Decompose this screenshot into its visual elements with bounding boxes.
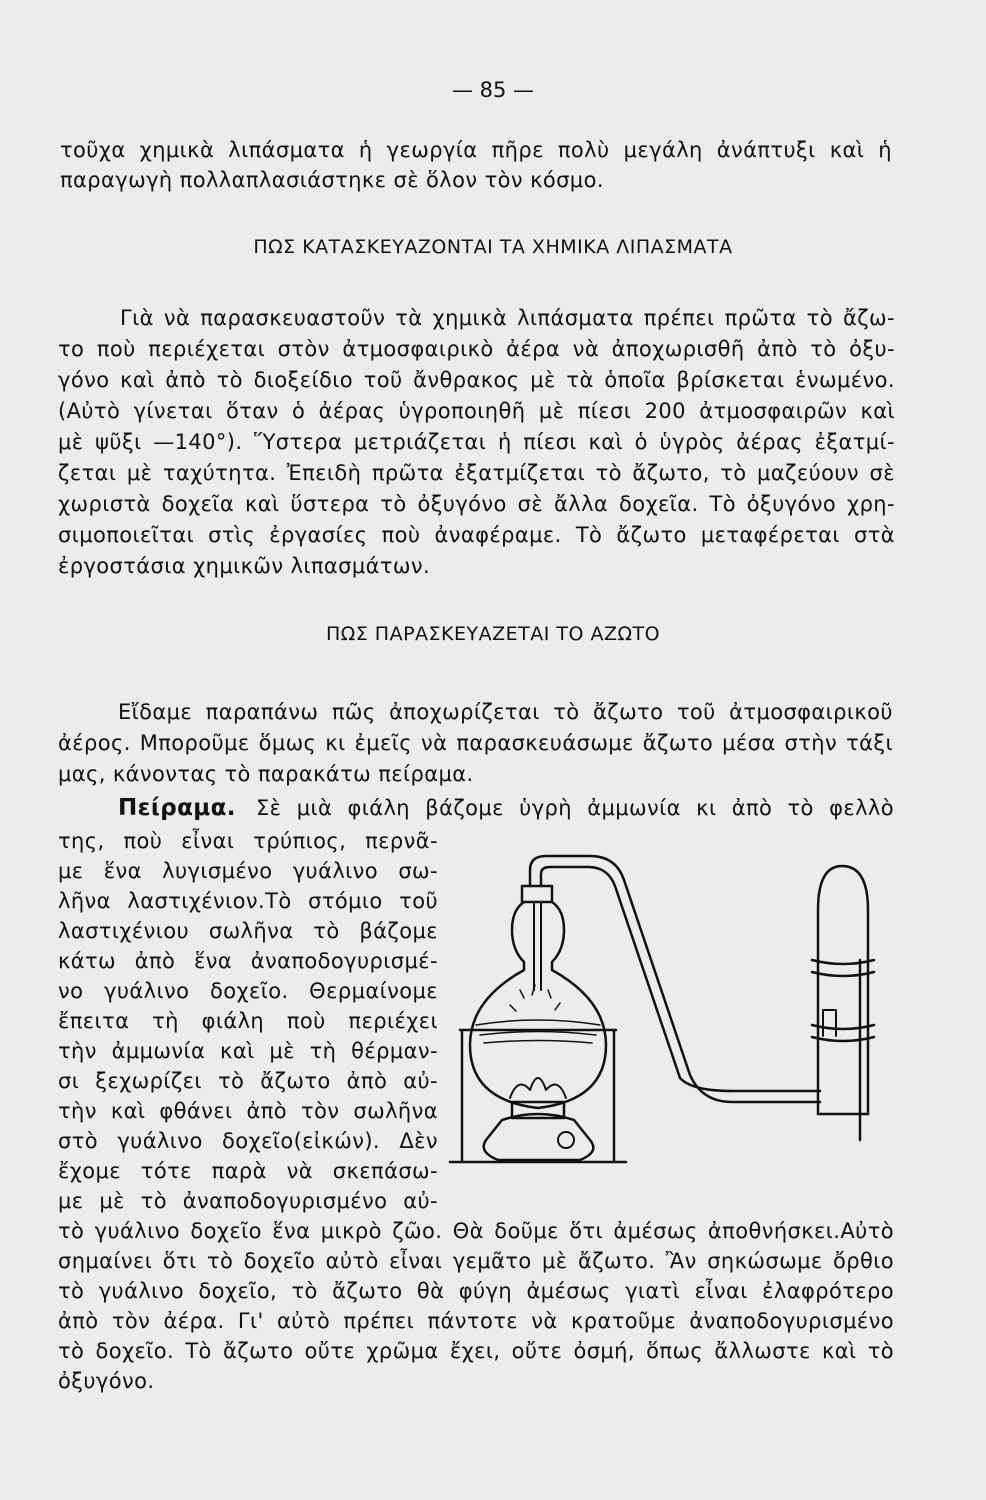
narrow-line-3: λῆνα λαστιχένιον.Τὸ στόμιο τοῦ [58, 889, 438, 913]
final-line-6: ὀξυγόνο. [58, 1369, 155, 1393]
narrow-line-7: ἔπειτα τὴ φιάλη ποὺ περιέχει [58, 1009, 438, 1033]
section1-line-2: το ποὺ περιέχεται στὸν ἀτμοσφαιρικὸ ἀέρα νὰ ἀποχωρισθῆ ἀπὸ τὸ ὀξυ- [58, 337, 895, 361]
narrow-line-10: τὴν καὶ φθάνει ἀπὸ τὸν σωλῆνα [58, 1099, 438, 1123]
narrow-line-9: σι ξεχωρίζει τὸ ἄζωτο ἀπὸ αὐ- [58, 1069, 438, 1093]
final-line-2: σημαίνει ὅτι τὸ δοχεῖο αὐτὸ εἶναι γεμᾶτο μὲ ἄζωτο. Ἂν σηκώσωμε ὄρθιο [58, 1249, 894, 1273]
narrow-line-5: κάτω ἀπὸ ἕνα ἀναποδογυρισμέ- [58, 949, 438, 973]
section1-line-1: Γιὰ νὰ παρασκευαστοῦν τὰ χημικὰ λιπάσματα πρέπει πρῶτα τὸ ἄζω- [120, 306, 895, 330]
narrow-line-8: τὴν ἀμμωνία καὶ μὲ τὴ θέρμαν- [58, 1039, 438, 1063]
intro-line-1: τοῦχα χημικὰ λιπάσματα ἡ γεωργία πῆρε πολὺ μεγάλη ἀνάπτυξι καὶ ἡ [60, 138, 892, 162]
section1-line-9: ἐργοστάσια χημικῶν λιπασμάτων. [58, 554, 431, 578]
section1-line-3: γόνο καὶ ἀπὸ τὸ διοξείδιο τοῦ ἄνθρακος μὲ τὰ ὁποῖα βρίσκεται ἑνωμένο. [58, 368, 895, 392]
experiment-label: Πείραμα. [118, 795, 236, 821]
section1-line-8: σιμοποιεῖται στὶς ἐργασίες ποὺ ἀναφέραμε. Τὸ ἄζωτο μεταφέρεται στὰ [58, 523, 895, 547]
section2-heading: ΠΩΣ ΠΑΡΑΣΚΕΥΑΖΕΤΑΙ ΤΟ ΑΖΩΤΟ [325, 623, 661, 645]
section1-heading: ΠΩΣ ΚΑΤΑΣΚΕΥΑΖΟΝΤΑΙ ΤΑ ΧΗΜΙΚΑ ΛΙΠΑΣΜΑΤΑ [253, 236, 733, 258]
section1-line-7: χωριστὰ δοχεῖα καὶ ὕστερα τὸ ὀξυγόνο σὲ ἄλλα δοχεῖα. Τὸ ὀξυγόνο χρη- [58, 492, 895, 516]
section1-line-6: ζεται μὲ ταχύτητα. Ἐπειδὴ πρῶτα ἐξατμίζεται τὸ ἄζωτο, τὸ μαζεύουν σὲ [58, 461, 895, 485]
experiment-first-line: Σὲ μιὰ φιάλη βάζομε ὑγρὴ ἀμμωνία κι ἀπὸ τὸ φελλὸ [256, 796, 894, 820]
jar-clamp [812, 960, 874, 976]
final-line-4: ἀπὸ τὸν ἀέρα. Γι' αὐτὸ πρέπει πάντοτε νὰ κρατοῦμε ἀναποδογυρισμένο [58, 1309, 894, 1333]
section1-line-4: (Αὐτὸ γίνεται ὅταν ὁ ἀέρας ὑγροποιηθῆ μὲ πίεσι 200 ἀτμοσφαιρῶν καὶ [58, 399, 895, 423]
narrow-line-6: νο γυάλινο δοχεῖο. Θερμαίνομε [58, 979, 438, 1003]
final-line-1: τὸ γυάλινο δοχεῖο ἕνα μικρὸ ζῶο. Θὰ δοῦμε ὅτι ἀμέσως ἀποθνήσκει.Αὐτὸ [58, 1219, 894, 1243]
narrow-line-2: με ἕνα λυγισμένο γυάλινο σω- [58, 859, 438, 883]
section2-line-1: Εἴδαμε παραπάνω πῶς ἀποχωρίζεται τὸ ἄζωτο τοῦ ἀτμοσφαιρικοῦ [118, 700, 893, 724]
narrow-line-13: με μὲ τὸ ἀναποδογυρισμένο αὐ- [58, 1189, 438, 1213]
narrow-line-12: ἔχομε τότε παρὰ νὰ σκεπάσω- [58, 1159, 438, 1183]
apparatus-illustration [440, 840, 900, 1180]
final-line-5: τὸ δοχεῖο. Τὸ ἄζωτο οὔτε χρῶμα ἔχει, οὔτε ὀσμή, ὅπως ἄλλωστε καὶ τὸ [58, 1339, 894, 1363]
section2-line-3: μας, κάνοντας τὸ παρακάτω πείραμα. [58, 762, 474, 786]
ammonia-liquid [476, 1020, 600, 1043]
narrow-line-4: λαστιχένιου σωλῆνα τὸ βάζομε [58, 919, 438, 943]
narrow-line-11: στὸ γυάλινο δοχεῖο(εἰκών). Δὲν [58, 1129, 438, 1153]
intro-line-2: παραγωγὴ πολλαπλασιάστηκε σὲ ὅλον τὸν κόσμο. [60, 168, 604, 192]
page-number: — 85 — [451, 78, 535, 102]
section2-line-2: ἀέρος. Μποροῦμε ὅμως κι ἐμεῖς νὰ παρασκευάσωμε ἄζωτο μέσα στὴν τάξι [58, 731, 893, 755]
flame [510, 1078, 566, 1098]
section1-line-5: μὲ ψῦξι —140°). Ὕστερα μετριάζεται ἡ πίεσι καὶ ὁ ὑγρὸς ἀέρας ἐξατμί- [58, 430, 895, 454]
flask-stopper [522, 886, 552, 902]
final-line-3: τὸ γυάλινο δοχεῖο, τὸ ἄζωτο θὰ φύγη ἀμέσως γιατὶ εἶναι ἐλαφρότερο [58, 1279, 894, 1303]
narrow-line-1: της, ποὺ εἶναι τρύπιος, περνᾶ- [58, 829, 438, 853]
